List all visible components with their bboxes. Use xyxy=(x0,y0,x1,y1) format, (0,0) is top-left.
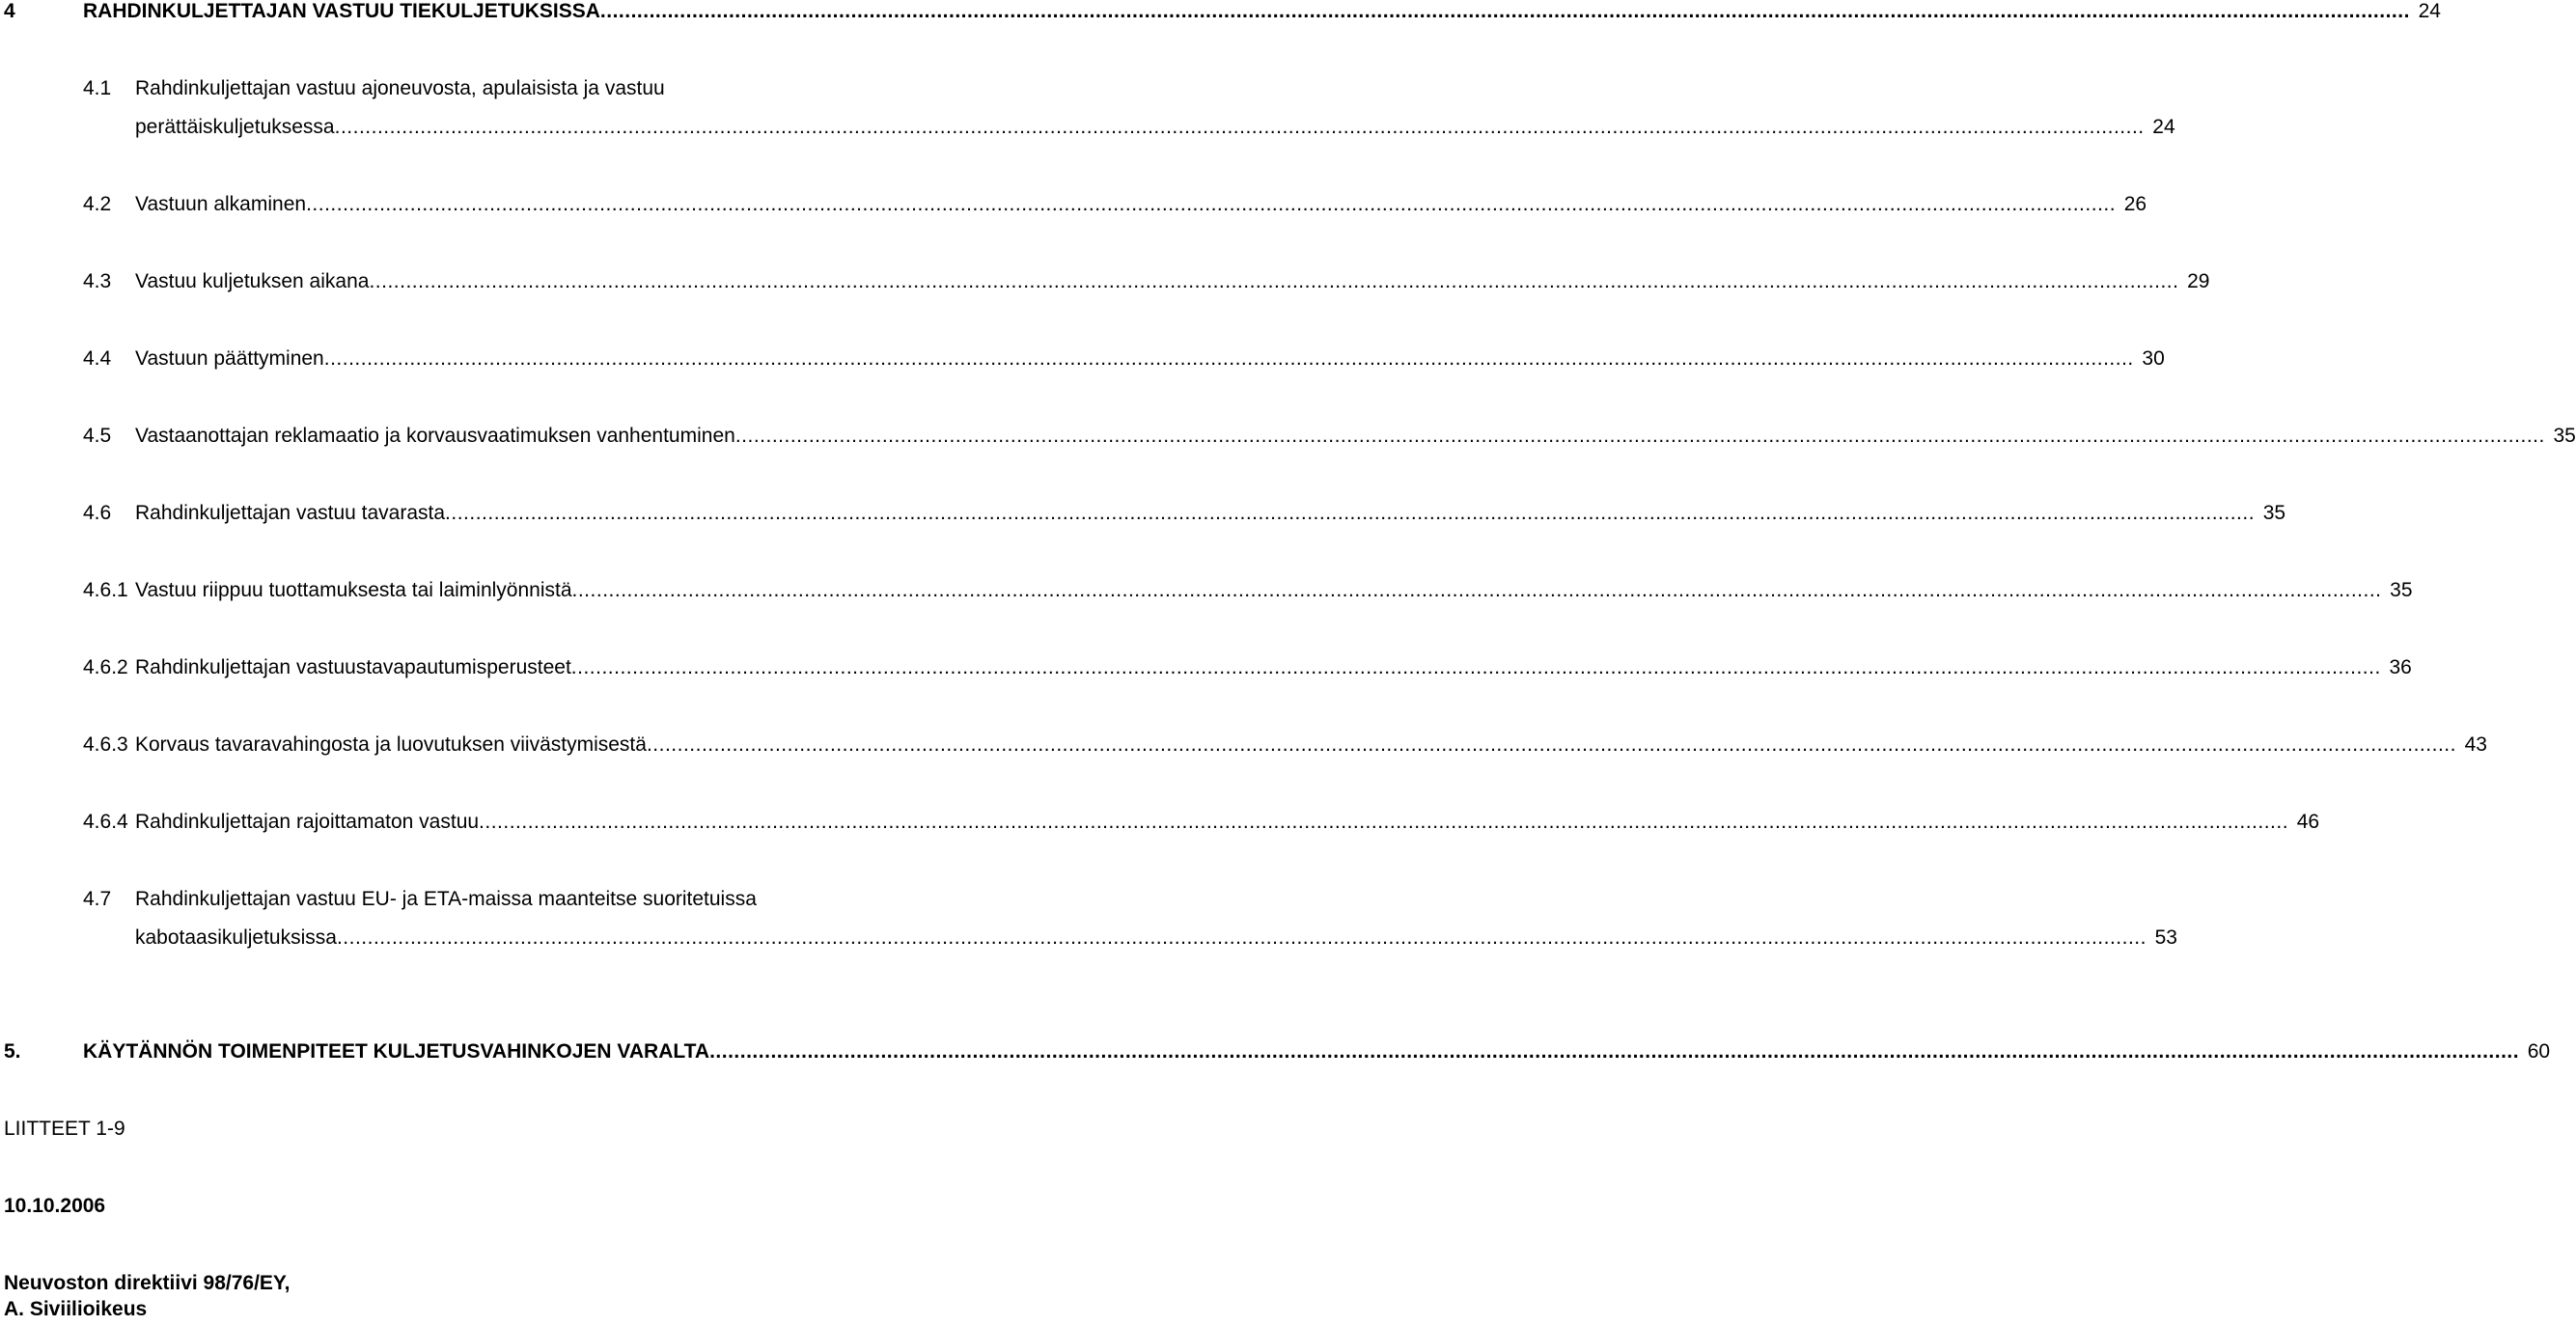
toc-entry[interactable] xyxy=(0,111,2175,144)
toc-number: 4.3 xyxy=(83,270,112,292)
toc-number: 4.6 xyxy=(83,502,112,524)
toc-leader xyxy=(709,1036,2519,1068)
toc-leader xyxy=(337,922,2147,954)
toc-page: 29 xyxy=(2187,270,2210,292)
toc-page: 46 xyxy=(2296,811,2320,833)
toc-leader xyxy=(571,651,2381,684)
toc-entry[interactable] xyxy=(0,0,2441,28)
toc-number: 5. xyxy=(4,1040,21,1063)
toc-leader xyxy=(647,729,2456,761)
law-category: A. Siviilioikeus xyxy=(4,1298,148,1320)
toc-number: 4.5 xyxy=(83,425,112,447)
directive-reference: Neuvoston direktiivi 98/76/EY, xyxy=(4,1272,291,1294)
toc-page: 53 xyxy=(2154,926,2177,949)
toc-title: Rahdinkuljettajan vastuustavapautumisperusteet xyxy=(135,656,571,678)
toc-page: 26 xyxy=(2123,193,2147,215)
toc-number: 4.6.4 xyxy=(83,811,128,833)
toc-title: Rahdinkuljettajan vastuu EU- ja ETA-maissa maanteitse suoritetuissa xyxy=(135,888,757,910)
toc-number: 4.6.2 xyxy=(83,656,128,678)
toc-entry[interactable] xyxy=(0,574,2413,607)
toc-title: Vastaanottajan reklamaatio ja korvausvaatimuksen vanhentuminen xyxy=(135,425,735,447)
toc-number: 4.2 xyxy=(83,193,112,215)
toc-entry[interactable] xyxy=(0,729,2487,761)
toc-title-continued: kabotaasikuljetuksissa xyxy=(135,926,337,949)
toc-entry[interactable] xyxy=(0,265,2210,298)
toc-entry[interactable] xyxy=(0,420,2576,453)
toc-leader xyxy=(600,0,2410,28)
toc-page: 35 xyxy=(2390,579,2413,601)
toc-number: 4.6.1 xyxy=(83,579,128,601)
toc-title: Rahdinkuljettajan vastuu ajoneuvosta, apulaisista ja vastuu xyxy=(135,77,665,99)
toc-entry[interactable] xyxy=(0,188,2147,221)
toc-leader xyxy=(572,574,2382,607)
toc-leader xyxy=(445,497,2255,530)
toc-leader xyxy=(306,188,2116,221)
toc-page: 35 xyxy=(2262,502,2286,524)
toc-page: 60 xyxy=(2527,1040,2551,1063)
toc-number: 4.6.3 xyxy=(83,733,128,756)
toc-entry[interactable] xyxy=(0,806,2320,839)
toc-title: Vastuun päättyminen xyxy=(135,347,324,370)
toc-entry[interactable] xyxy=(0,651,2412,684)
toc-page: 30 xyxy=(2142,347,2165,370)
toc-entry[interactable] xyxy=(0,1036,2551,1068)
toc-leader xyxy=(324,343,2134,375)
toc-page: 24 xyxy=(2418,0,2441,22)
toc-title: Vastuu riippuu tuottamuksesta tai laiminlyönnistä xyxy=(135,579,572,601)
toc-title: RAHDINKULJETTAJAN VASTUU TIEKULJETUKSISSA xyxy=(83,0,600,22)
toc-page: 35 xyxy=(2553,425,2576,447)
toc-title: Korvaus tavaravahingosta ja luovutuksen viivästymisestä xyxy=(135,733,647,756)
toc-title: KÄYTÄNNÖN TOIMENPITEET KULJETUSVAHINKOJEN VARALTA xyxy=(83,1040,710,1063)
toc-entry[interactable] xyxy=(0,72,927,105)
toc-number: 4.7 xyxy=(83,888,112,910)
toc-title-continued: perättäiskuljetuksessa xyxy=(135,116,335,138)
document-date: 10.10.2006 xyxy=(4,1195,106,1217)
toc-title: Vastuu kuljetuksen aikana xyxy=(135,270,370,292)
toc-leader xyxy=(335,111,2145,144)
toc-entry[interactable] xyxy=(0,883,927,916)
toc-entry[interactable] xyxy=(0,343,2165,375)
toc-leader xyxy=(735,420,2545,453)
toc-entry[interactable] xyxy=(0,922,2177,954)
toc-page: 43 xyxy=(2464,733,2487,756)
toc-page: 36 xyxy=(2389,656,2412,678)
toc-title: Rahdinkuljettajan vastuu tavarasta xyxy=(135,502,446,524)
toc-title: Vastuun alkaminen xyxy=(135,193,307,215)
appendix-heading: LIITTEET 1-9 xyxy=(4,1118,125,1140)
toc-number: 4.1 xyxy=(83,77,112,99)
toc-title: Rahdinkuljettajan rajoittamaton vastuu xyxy=(135,811,480,833)
toc-number: 4 xyxy=(4,0,15,22)
toc-number: 4.4 xyxy=(83,347,112,370)
toc-entry[interactable] xyxy=(0,497,2286,530)
toc-page: 24 xyxy=(2152,116,2175,138)
toc-leader xyxy=(479,806,2288,839)
toc-leader xyxy=(369,265,2178,298)
